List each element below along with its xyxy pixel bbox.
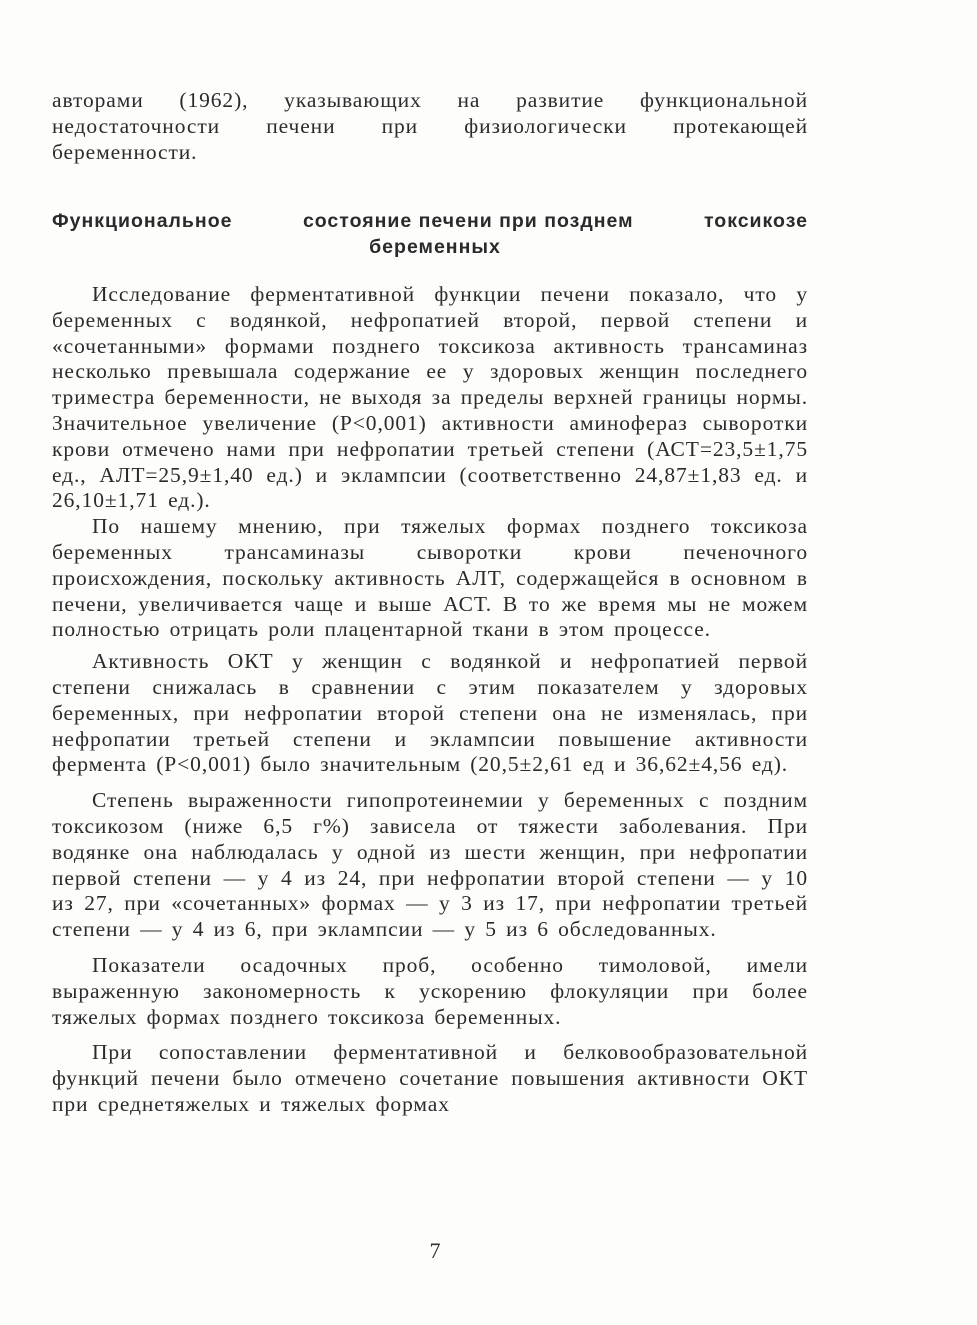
paragraph-2: По нашему мнению, при тяжелых формах позднего токсикоза беременных трансаминазы сыворотки крови печеночного происхождения, поскольку активность АЛТ, содержащейся в основном в печени, увеличивается чаще и выше АСТ. В то же время мы не можем полностью отрицать роли плацентарной ткани в этом процессе. <box>52 514 808 642</box>
heading-words-2: состояние печени при позднем <box>302 210 634 232</box>
section-heading <box>52 208 808 260</box>
section-heading-line2: беременных <box>369 236 501 258</box>
paragraph-6: При сопоставлении ферментативной и белковообразовательной функций печени было отмечено сочетание повышения активности ОКТ при среднетяжелых и тяжелых формах <box>52 1040 808 1116</box>
page-number: 7 <box>429 1238 441 1263</box>
paragraph-4: Степень выраженности гипопротеинемии у беременных с поздним токсикозом (ниже 6,5 г%) зависела от тяжести заболевания. При водянке она наблюдалась у одной из шести женщин, при нефропатии первой степени — у 4 из 24, при нефропатии второй степени — у 10 из 27, при «сочетанных» формах — у 3 из 17, при нефропатии третьей степени — у 4 из 6, при эклампсии — у 5 из 6 обследованных. <box>52 788 808 942</box>
paragraph-1: Исследование ферментативной функции печени показало, что у беременных с водянкой, нефропатией второй, первой степени и «сочетанными» формами позднего токсикоза активность трансаминаз несколько превышала содержание ее у здоровых женщин последнего триместра беременности, не выходя за пределы верхней границы нормы. Значительное увеличение (Р<0,001) активности аминофераз сыворотки крови отмечено нами при нефропатии третьей степени (АСТ=23,5±1,75 ед., АЛТ=25,9±1,40 ед.) и эклампсии (соответственно 24,87±1,83 ед. и 26,10±1,71 ед.). <box>52 282 808 513</box>
body-text <box>52 282 808 1118</box>
section-heading-line1 <box>52 208 808 234</box>
intro-text: авторами (1962), указывающих на развитие функциональной недостаточности печени при физиологически протекающей беременности. <box>52 88 808 164</box>
intro-paragraph <box>52 88 808 165</box>
heading-word-3: токсикозе <box>704 210 808 232</box>
paragraph-5: Показатели осадочных проб, особенно тимоловой, имели выраженную закономерность к ускорению флокуляции при более тяжелых формах позднего токсикоза беременных. <box>52 952 808 1029</box>
paragraph-3: Активность ОКТ у женщин с водянкой и нефропатией первой степени снижалась в сравнении с этим показателем у здоровых беременных, при нефропатии второй степени она не изменялась, при нефропатии третьей степени и эклампсии повышение активности фермента (Р<0,001) было значительным (20,5±2,61 ед и 36,62±4,56 ед). <box>52 649 808 777</box>
heading-word-1: Функциональное <box>52 210 233 232</box>
